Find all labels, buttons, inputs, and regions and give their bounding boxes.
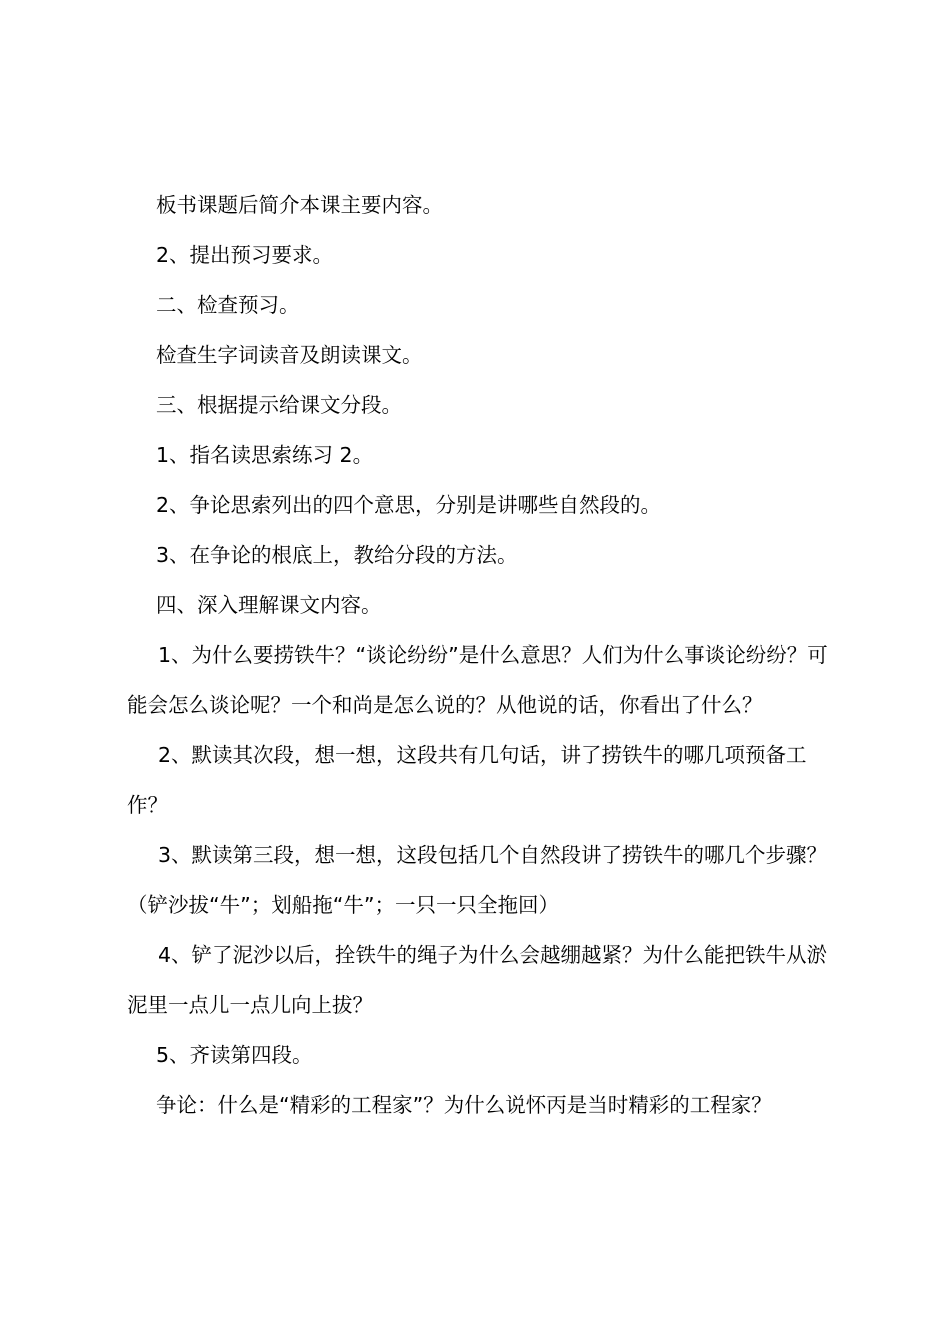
section-heading: 四、深入理解课文内容。 bbox=[156, 593, 382, 617]
paragraph: 1、指名读思索练习 2。 bbox=[156, 443, 374, 467]
section-heading: 二、检查预习。 bbox=[156, 293, 300, 317]
paragraph: 争论：什么是“精彩的工程家”？为什么说怀丙是当时精彩的工程家？ bbox=[156, 1093, 772, 1117]
section-heading: 三、根据提示给课文分段。 bbox=[156, 393, 402, 417]
paragraph: 2、争论思索列出的四个意思，分别是讲哪些自然段的。 bbox=[156, 493, 662, 517]
paragraph: 5、齐读第四段。 bbox=[156, 1043, 313, 1067]
paragraph: 3、在争论的根底上，教给分段的方法。 bbox=[156, 543, 518, 567]
paragraph: 检查生字词读音及朗读课文。 bbox=[156, 343, 423, 367]
paragraph: 2、默读其次段，想一想，这段共有几句话，讲了捞铁牛的哪几项预备工作？ bbox=[127, 743, 807, 817]
paragraph: 1、为什么要捞铁牛？“谈论纷纷”是什么意思？人们为什么事谈论纷纷？可能会怎么谈论呢？一个和尚是怎么说的？从他说的话，你看出了什么？ bbox=[127, 643, 828, 717]
paragraph: 4、铲了泥沙以后，拴铁牛的绳子为什么会越绷越紧？为什么能把铁牛从淤泥里一点儿一点儿向上拔？ bbox=[127, 943, 828, 1017]
paragraph: 2、提出预习要求。 bbox=[156, 243, 334, 267]
paragraph: 板书课题后简介本课主要内容。 bbox=[156, 193, 443, 217]
document-body bbox=[127, 180, 837, 1130]
paragraph: 3、默读第三段，想一想，这段包括几个自然段讲了捞铁牛的哪几个步骤？（铲沙拔“牛”；划船拖“牛”；一只一只全拖回） bbox=[127, 843, 828, 917]
